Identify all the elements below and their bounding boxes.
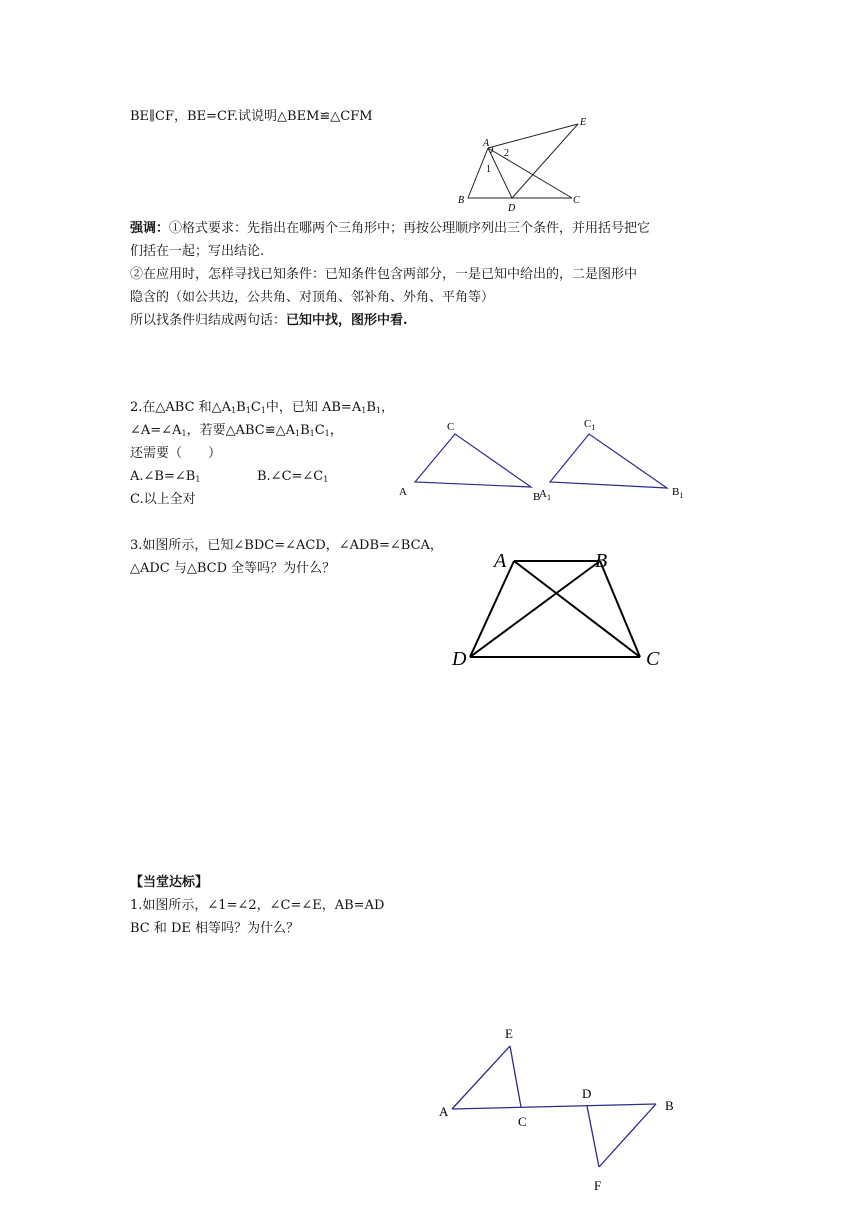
emphasis-text-1: ①格式要求：先指出在哪两个三角形中；再按公理顺序列出三个条件，并用括号把它	[169, 221, 651, 236]
fig1-label-E: E	[580, 117, 587, 128]
section-title: 【当堂达标】	[130, 875, 209, 890]
fig1-label-A: A	[483, 138, 490, 149]
q2-option-a-text: A.∠B=∠B	[130, 469, 196, 484]
q2-sub: 1	[294, 429, 301, 438]
q2-line-1: 2.在△ABC 和$\triangle A_1B_1C_1$中，已知 $AB=A_1B_1$，	[130, 400, 394, 415]
q3-fig-label-D: D	[452, 648, 467, 670]
q2-line-2	[130, 421, 343, 441]
q2-text: B	[300, 423, 310, 438]
q2-text: B	[366, 400, 376, 415]
q2-fig-label-B1: $B_1$	[672, 486, 684, 500]
q2-text: B	[236, 400, 246, 415]
q2-sub: 1	[309, 429, 315, 438]
q2-sub: 1	[195, 475, 201, 484]
q2-option-b-text: B.∠C=∠C	[257, 469, 324, 484]
p1-fig-label-F: F	[594, 1178, 602, 1193]
q2-text: 2.在△ABC 和△A	[130, 400, 232, 415]
emphasis-line-5	[130, 311, 408, 331]
q2-line-3: 还需要（ ）	[130, 446, 222, 461]
p1-figure	[432, 1018, 692, 1198]
q2-text: ，	[329, 423, 343, 438]
emphasis-line-4: 隐含的（如公共边，公共角、对顶角、邻补角、外角、平角等）	[130, 290, 495, 305]
q3-fig-label-B: B	[595, 550, 608, 572]
emphasis-label: 强调：	[130, 221, 170, 236]
q2-option-c[interactable]: C.以上全对	[130, 492, 196, 507]
q2-text: ∠A=∠A	[130, 423, 182, 438]
q3-fig-label-A: A	[494, 550, 507, 572]
fig1-label-C: C	[573, 195, 580, 206]
emphasis-text-5: 所以找条件归结成两句话：	[130, 313, 287, 328]
q2-fig-label-C: C	[447, 421, 455, 433]
q2-fig-label-A: A	[399, 486, 407, 498]
emphasis-line-2: 们括在一起；写出结论.	[130, 244, 265, 259]
p1-fig-label-E: E	[505, 1026, 513, 1041]
emphasis-line-3: ②在应用时，怎样寻找已知条件：已知条件包含两部分，一是已知中给出的，二是图形中	[130, 267, 638, 282]
q2-fig-label-C1: $C_1$	[584, 418, 596, 432]
emphasis-line-1	[130, 219, 650, 239]
q2-fig-label-B: B	[533, 491, 541, 503]
q2-text: C	[314, 423, 325, 438]
fig1-label-B: B	[458, 195, 465, 206]
figure-1	[450, 110, 590, 220]
q2-text: C	[250, 400, 261, 415]
fig1-label-2: 2	[504, 148, 509, 159]
q2-option-a[interactable]	[130, 467, 200, 487]
q2-sub: 1	[231, 406, 237, 415]
p1-fig-label-A: A	[439, 1104, 449, 1119]
q2-sub: 1	[324, 429, 330, 438]
q3-figure	[448, 545, 678, 685]
q2-sub: 1	[323, 475, 329, 484]
q2-text: 中，已知 AB=A	[265, 400, 362, 415]
q2-text: ，若要△ABC≌△A	[186, 423, 295, 438]
p1-line-2: BC 和 DE 相等吗？为什么？	[130, 921, 300, 936]
emphasis-key-phrase: 已知中找，图形中看.	[286, 313, 408, 328]
q2-figure	[395, 412, 705, 512]
q2-sub: 1	[361, 406, 367, 415]
q2-fig-label-A1: $A_1$	[539, 488, 551, 502]
intro-line: BE∥CF，BE=CF.试说明△BEM≌△CFM	[130, 109, 373, 124]
q2-option-b[interactable]	[257, 467, 328, 487]
p1-fig-label-B: B	[665, 1098, 674, 1113]
q2-sub: 1	[260, 406, 266, 415]
p1-fig-label-C: C	[518, 1114, 527, 1129]
p1-fig-label-D: D	[582, 1086, 592, 1101]
fig1-label-1: 1	[486, 164, 491, 175]
p1-line-1: 1.如图所示，∠1=∠2，∠C=∠E，AB=AD	[130, 898, 385, 913]
q2-sub: 1	[245, 406, 251, 415]
q3-fig-label-C: C	[646, 648, 660, 670]
fig1-label-D: D	[508, 203, 516, 214]
q3-line-2: △ADC 与△BCD 全等吗？为什么？	[130, 561, 336, 576]
q3-line-1: 3.如图所示，已知∠BDC=∠ACD，∠ADB=∠BCA，	[130, 538, 443, 553]
q2-sub: 1	[181, 429, 187, 438]
q2-sub: 1	[375, 406, 381, 415]
